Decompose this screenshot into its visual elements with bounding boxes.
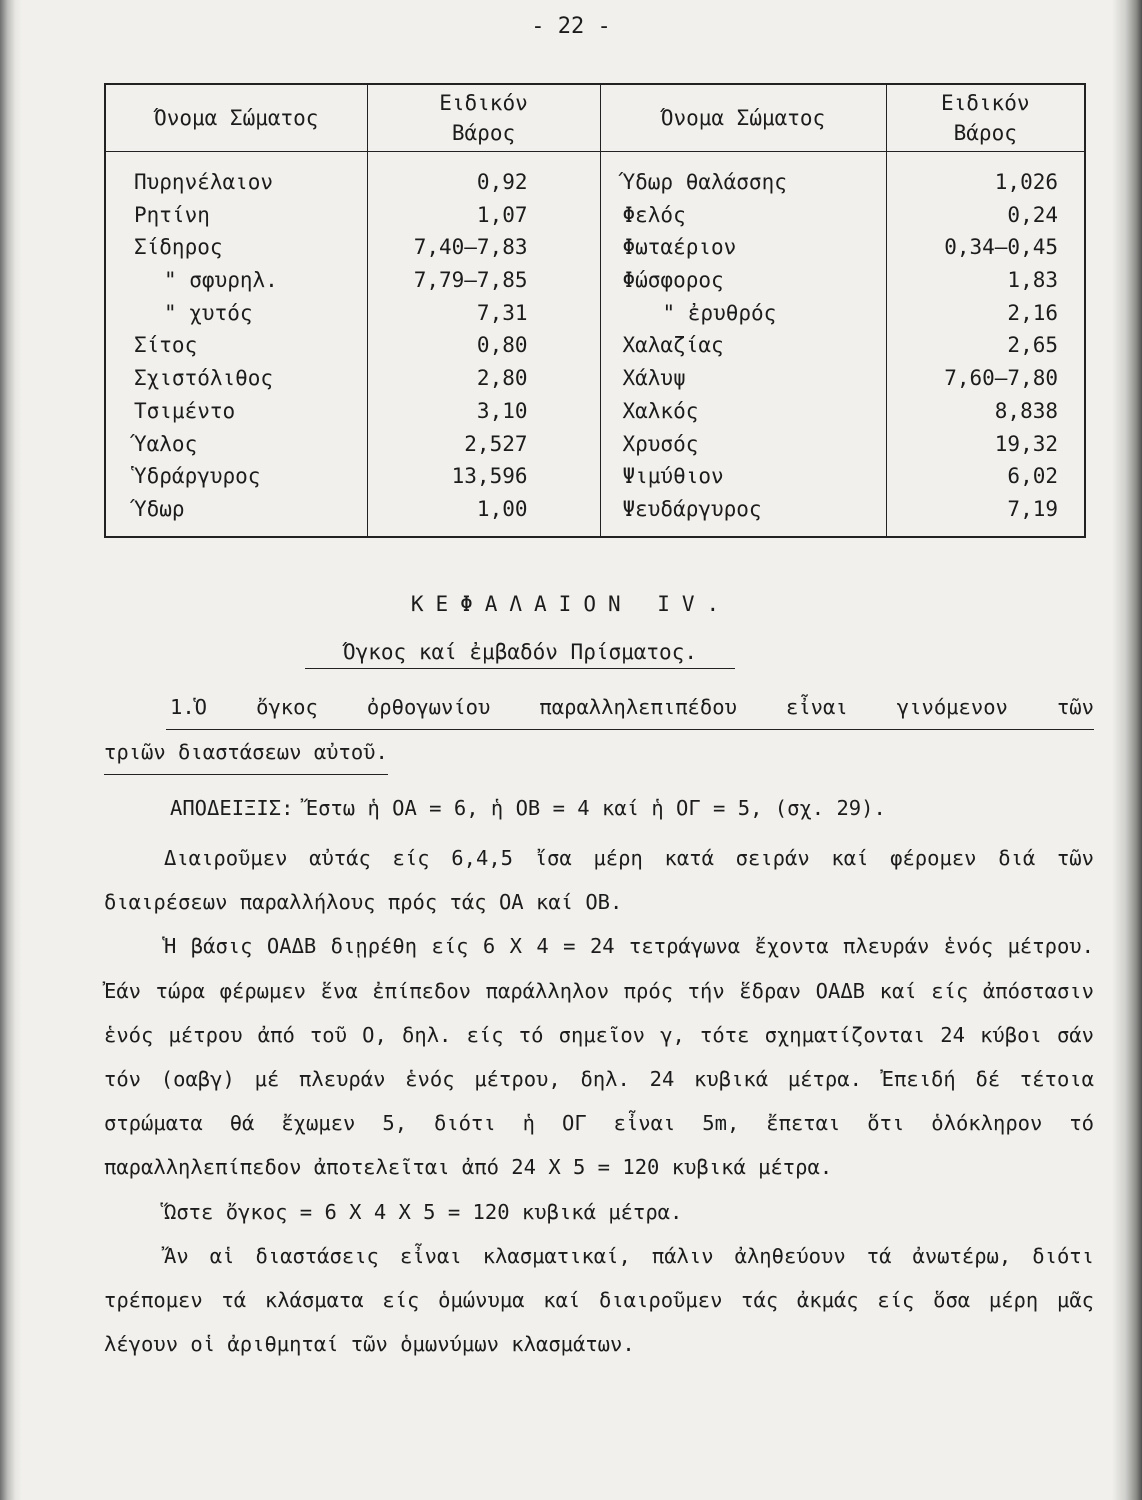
table-cell: Χαλαζίας (622, 333, 724, 358)
table-cell: Ύδωρ θαλάσσης (622, 170, 787, 194)
header-name-left: Όνομα Σώματος (105, 84, 367, 152)
proof-line (104, 786, 1094, 830)
table-cell: 7,40–7,83 (413, 235, 528, 260)
table-cell: 3,10 (476, 398, 528, 423)
table-cell: Χαλκός (622, 398, 699, 423)
paragraph: Διαιροῦμεν αὐτάς είς 6,4,5 ἴσα μέρη κατά σειράν καί φέρομεν διά τῶν διαιρέσεων παραλλήλους πρός τάς ΟΑ καί ΟΒ. (104, 846, 1094, 915)
header-name-right: Όνομα Σώματος (600, 84, 886, 152)
table-cell: 0,80 (476, 333, 528, 358)
table-body-row (105, 152, 1085, 538)
header-weight-right-line1: Ειδικόν (940, 91, 1030, 115)
table-cell: Πυρηνέλαιον (134, 170, 274, 194)
body-text (104, 836, 1094, 1366)
table-cell: Φωταέριον (622, 235, 737, 260)
table-cell: 6,02 (1007, 464, 1058, 489)
rule-statement-line2: τριῶν διαστάσεων αὐτοῦ. (104, 730, 388, 775)
header-weight-left-line2: Βάρος (451, 121, 516, 145)
header-weight-right (886, 84, 1085, 152)
table-cell: " χυτός (164, 300, 253, 325)
header-weight-right-line2: Βάρος (953, 121, 1017, 145)
proof-text: ΑΠΟΔΕΙΞΙΣ: Ἔστω ἡ ΟΑ = 6, ἡ ΟΒ = 4 καί ἡ ΟΓ = 5, (σχ. 29). (170, 796, 886, 820)
table-cell: Ύδωρ (134, 496, 185, 521)
table-cell: 1,07 (476, 202, 528, 227)
table-cell: Ψευδάργυρος (622, 496, 762, 521)
table-cell: 13,596 (451, 464, 528, 489)
paragraph: Ὥστε ὄγκος = 6 Χ 4 Χ 5 = 120 κυβικά μέτρα. (164, 1199, 683, 1224)
table-cell: Σχιστόλιθος (134, 366, 274, 391)
page-number: - 22 - (531, 14, 611, 39)
table-header-row (105, 84, 1085, 152)
table-cell: Φώσφορος (622, 268, 724, 293)
rule-statement-line1: 1.Ὁ ὄγκος ὀρθογωνίου παραλληλεπιπέδου εἶναι γινόμενον τῶν (166, 685, 1094, 730)
table-cell: 1,00 (476, 496, 528, 521)
table-cell: 2,80 (476, 366, 528, 391)
table-cell: 19,32 (994, 431, 1058, 456)
table-cell: " ἐρυθρός (662, 300, 777, 325)
left-names-column (105, 152, 367, 538)
table-cell: 7,31 (476, 300, 528, 325)
right-names-column (600, 152, 886, 538)
table-cell: Ψιμύθιον (622, 464, 724, 489)
table-cell: 1,026 (994, 170, 1058, 194)
table-cell: 7,60–7,80 (944, 366, 1058, 391)
paragraph: Ἄν αἱ διαστάσεις εἶναι κλασματικαί, πάλιν ἀληθεύουν τά ἀνωτέρω, διότι τρέπομεν τά κλάσματα είς ὁμώνυμα καί διαιροῦμεν τάς ἀκμάς είς ὅσα μέρη μᾶς λέγουν οἱ ἀριθμηταί τῶν ὁμωνύμων κλασμάτων. (104, 1243, 1094, 1357)
table-cell: Τσιμέντο (134, 398, 236, 423)
table-cell: 2,16 (1007, 300, 1058, 325)
table-cell: 7,19 (1007, 496, 1058, 521)
header-weight-left (367, 84, 600, 152)
left-values-column (367, 152, 600, 538)
scan-left-edge (0, 0, 22, 1500)
scan-right-edge (1112, 0, 1142, 1500)
paragraph: Ἡ βάσις ΟΑΔΒ διῃρέθη είς 6 Χ 4 = 24 τετράγωνα ἔχοντα πλευράν ἑνός μέτρου. Ἐάν τώρα φέρωμεν ἕνα ἐπίπεδον παράλληλον πρός τήν ἕδραν ΟΑΔΒ καί είς ἀπόστασιν ἑνός μέτρου ἀπό τοῦ Ο, δηλ. είς τό σημεῖον γ, τότε σχηματίζονται 24 κύβοι σάν τόν (οαβγ) μέ πλευράν ἑνός μέτρου, δηλ. 24 κυβικά μέτρα. Ἐπειδή δέ τέτοια στρώματα θά ἔχωμεν 5, διότι ἡ ΟΓ εἶναι 5m, ἔπεται ὅτι ὁλόκληρον τό παραλληλεπίπεδον ἀποτελεῖται ἀπό 24 Χ 5 = 120 κυβικά μέτρα. (104, 934, 1094, 1180)
table-cell: 0,24 (1007, 202, 1058, 227)
table-cell: 0,34–0,45 (944, 235, 1058, 260)
table-cell: Ύαλος (134, 431, 198, 456)
header-weight-left-line1: Ειδικόν (439, 91, 528, 115)
table-cell: 2,65 (1007, 333, 1058, 358)
table-cell: Φελός (622, 202, 686, 227)
table-cell: 7,79–7,85 (413, 268, 528, 293)
table-cell: Χάλυψ (622, 366, 686, 391)
table-cell: Σίδηρος (134, 235, 223, 260)
table-cell: 0,92 (476, 170, 528, 194)
right-values-column (886, 152, 1085, 538)
table-cell: 1,83 (1007, 268, 1058, 293)
table-cell: Χρυσός (622, 431, 699, 456)
specific-weight-table (104, 83, 1086, 538)
table-cell: 2,527 (464, 431, 528, 456)
section-title: Όγκος καί ἐμβαδόν Πρίσματος. (305, 640, 735, 669)
chapter-title: ΚΕΦΑΛΑΙΟΝ IV. (410, 592, 732, 616)
table-cell: Ὑδράργυρος (134, 464, 261, 489)
table-cell: Σίτος (134, 333, 198, 358)
table-cell: " σφυρηλ. (164, 268, 278, 293)
table-cell: Ρητίνη (134, 202, 210, 227)
table-cell: 8,838 (994, 398, 1058, 423)
rule-statement (104, 685, 1094, 775)
